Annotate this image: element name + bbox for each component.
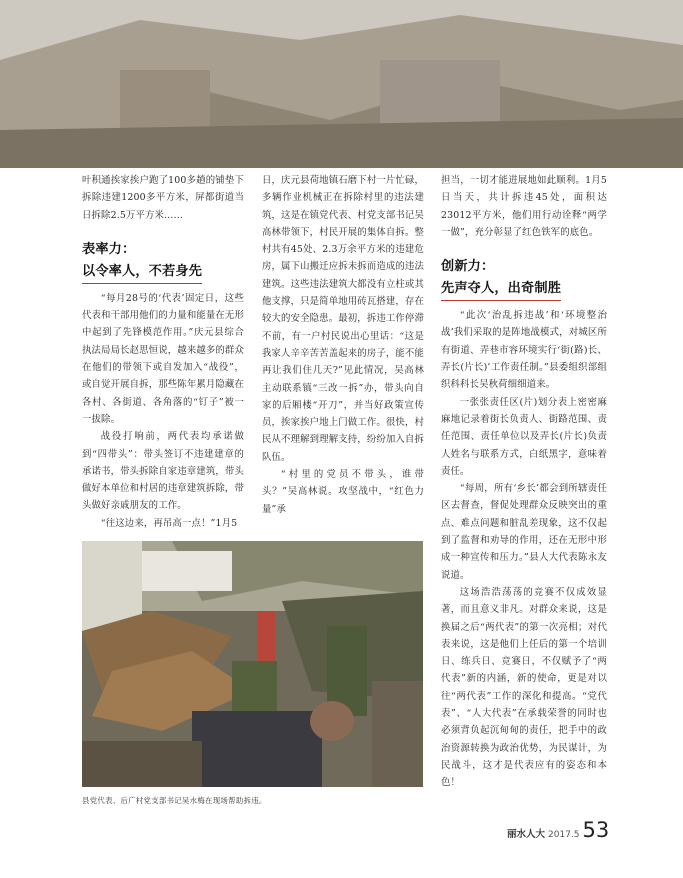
top-demolition-photo [0,0,683,168]
column-1 [82,172,244,532]
top-photo-graphic [0,0,683,168]
col1-paragraph-4: “往这边来，再吊高一点！”1月5 [100,517,238,529]
column-3 [441,172,607,792]
demolition-photo-graphic [82,541,423,787]
col3-paragraph-4: “每周，所有‘乡长’都会到所辖责任区去督查，督促处理群众反映突出的重点、难点问题和脏乱差现象，这不仅起到了监督和劝导的作用，还在无形中形成一种宣传和压力。”县人大代表陈永友说道。 [441,483,607,581]
section-title-biaoshuaili: 表率力： [82,241,136,257]
photo-caption: 县党代表、后广村党支部书记吴水梅在现场帮助拆违。 [82,796,267,805]
col1-paragraph-1: 叶积通挨家挨户跑了100多趟的铺垫下拆除违建1200多平方米，屏都街道当日拆除2.5万平方米…… [82,175,244,221]
col3-paragraph-3: 一张张责任区(片)划分表上密密麻麻地记录着街长负责人、街路范围、责任范围、责任单位以及弄长(片长)负责人姓名与联系方式，白纸黑字，意味着责任。 [441,396,607,477]
col2-paragraph-1: 日，庆元县荷地镇石磨下村一片忙碌，多辆作业机械正在拆除村里的违法建筑，这是在镇党代表、村党支部书记吴高林带领下，村民开展的集体自拆。整村共有45处、2.3万余平方米的违建危房，属下山搬迁应拆未拆而造成的违法建筑。这些违法建筑大都没有立柱或其他支撑，只是简单地用砖瓦搭建，存在较大的安全隐患。最初，拆违工作停滞不前，有一户村民说出心里话：“这是我家人辛辛苦苦盖起来的房子，能不能再让我们住几天?”见此情况，吴高林主动联系镇“三改一拆”办，带头向自家的后厢楼“开刀”，并当好政策宣传员，挨家挨户地上门做工作。很快，村民从不理解到理解支持，纷纷加入自拆队伍。 [262,175,424,463]
col1-paragraph-3: 战役打响前，两代表均承诺做到“四带头”：带头签订不违建建章的承诺书，带头拆除自家违章建筑，带头做好本单位和村居的违章建筑拆除，带头做好亲戚朋友的工作。 [82,431,244,512]
col3-paragraph-1: 担当，一切才能进展地如此顺利。1月5日当天，共计拆违45处，面积达23012平方米，他们用行动诠释“两学一做”，充分彰显了红色铁军的底色。 [441,175,607,238]
magazine-brand: 丽水人大 [507,829,546,840]
col3-paragraph-2: “此次‘治乱拆违战’和‘环境整治战’我们采取的是阵地战模式，对城区所有街道、弄巷市容环境实行‘街(路)长、弄长(片长)’工作责任制。”县委组织部组织科科长吴秋荷细细道来。 [441,310,607,391]
page-number: 53 [582,818,610,842]
demolition-work-photo [82,541,423,787]
issue-number: 2017.5 [548,830,580,840]
col2-paragraph-2: “村里的党员不带头，谁带头？”吴高林说。攻坚战中，“红色力量”承 [262,469,424,515]
page-footer [507,820,609,841]
column-2 [262,172,424,518]
section-subtitle-biaoshuaili: 以令率人，不若身先 [82,262,202,284]
col3-paragraph-5: 这场浩浩荡荡的竞赛不仅成效显著，而且意义非凡。对群众来说，这是换届之后“两代表”的第一次亮相；对代表来说，这是他们上任后的第一个培训日、练兵日、竞赛日，不仅赋予了“两代表”新的内涵，新的使命，更是对以往“两代表”工作的深化和提高。“党代表”、“人大代表”在承载荣誉的同时也必须背负起沉甸甸的责任，把手中的政治资源转换为政治优势，为民谋计，为民战斗，这才是代表应有的姿态和本色！ [441,586,607,789]
section-subtitle-chuangxinli: 先声夺人，出奇制胜 [441,279,561,301]
section-title-chuangxinli: 创新力： [441,259,495,275]
col1-paragraph-2: “每月28号的‘代表’固定日，这些代表和干部用他们的力量和能量在无形中起到了先锋模范作用。”庆元县综合执法局局长赵思恒说，越来越多的群众在他们的带领下或自发加入“战役”，或自觉开展自拆，那些陈年累月隐藏在各村、各街道、各角落的“钉子”被一一拔除。 [82,292,244,425]
